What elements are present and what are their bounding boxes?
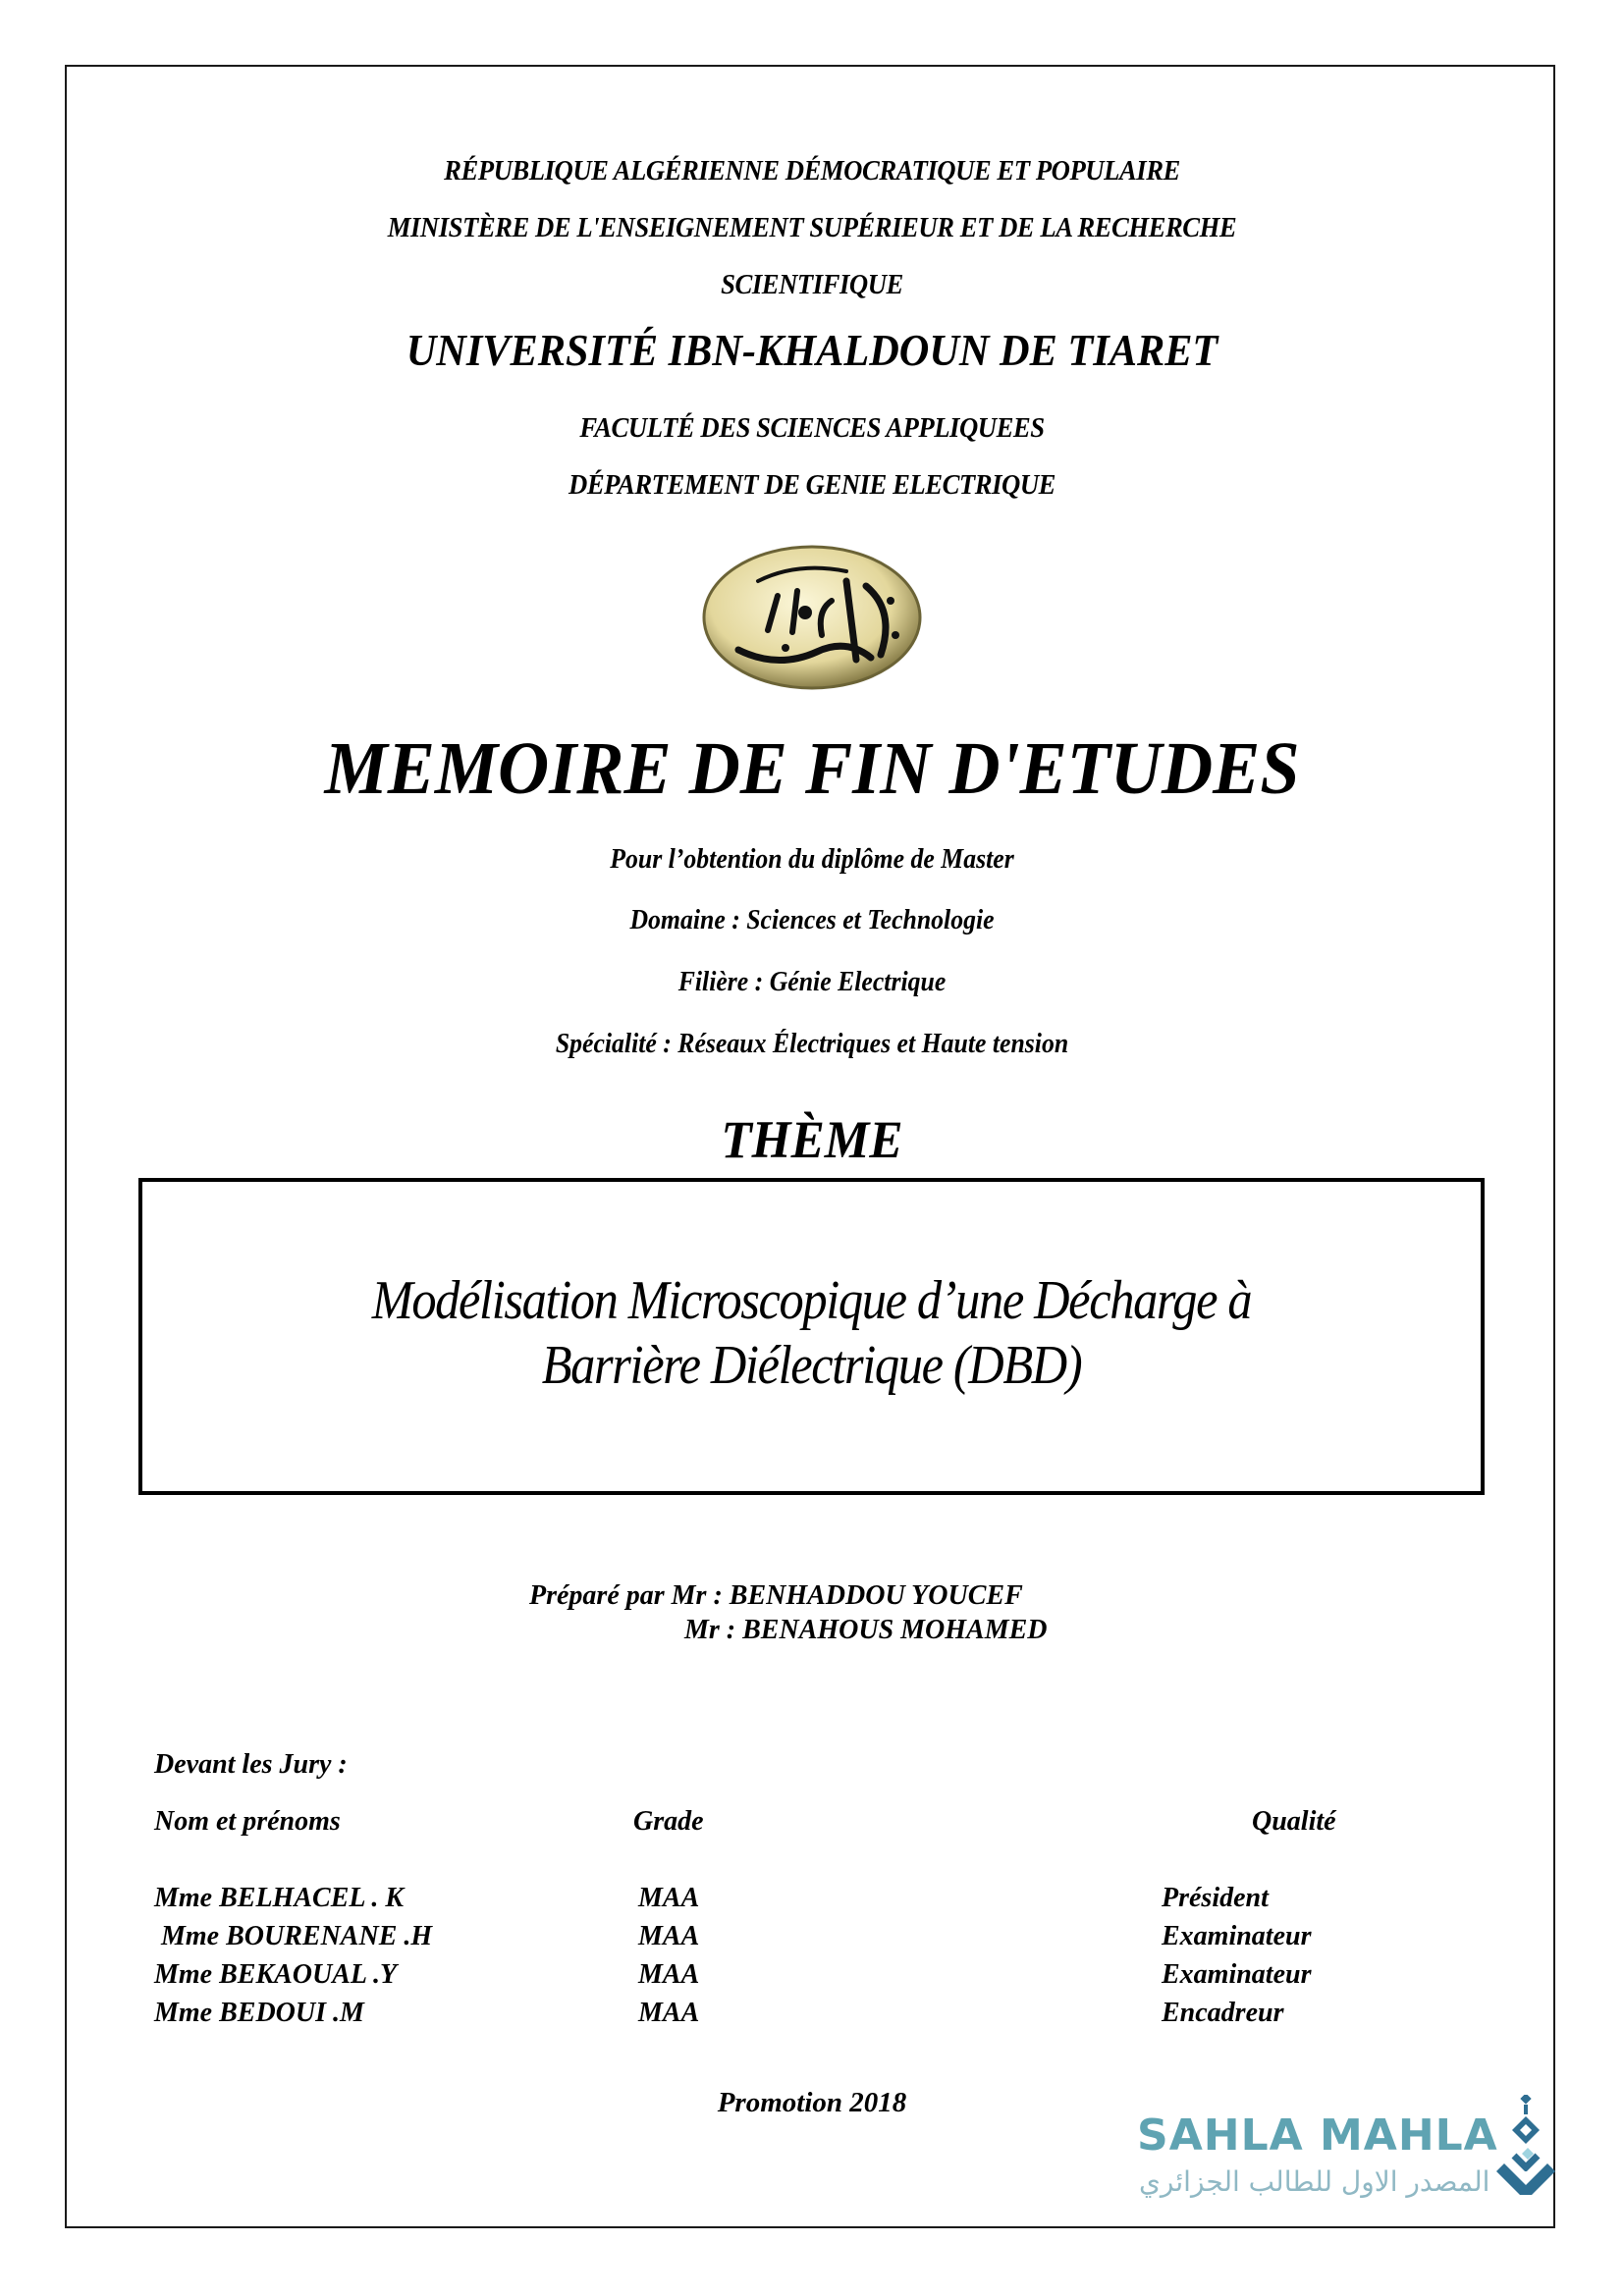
ministry-heading-line2: SCIENTIFIQUE: [721, 269, 903, 300]
jury-row-grade: MAA: [638, 1998, 700, 2028]
watermark-tagline: المصدر الاول للطالب الجزائري: [1139, 2165, 1490, 2198]
promotion: Promotion 2018: [717, 2087, 907, 2118]
watermark-brand: SAHLA MAHLA: [1137, 2110, 1498, 2161]
sahla-mahla-emblem-icon: [1494, 2095, 1563, 2203]
jury-row-name: Mme BEKAOUAL .Y: [154, 1959, 398, 1990]
jury-row-role: Examinateur: [1162, 1921, 1312, 1951]
theme-title: [209, 1268, 1414, 1398]
jury-col-grade: Grade: [633, 1806, 704, 1837]
department-name: DÉPARTEMENT DE GENIE ELECTRIQUE: [568, 469, 1056, 501]
jury-col-role: Qualité: [1252, 1806, 1336, 1837]
prepared-by-line2: Mr : BENAHOUS MOHAMED: [684, 1615, 1048, 1645]
faculty-name: FACULTÉ DES SCIENCES APPLIQUEES: [579, 412, 1045, 444]
theme-box: [138, 1178, 1485, 1495]
theme-title-line2: Barrière Diélectrique (DBD): [541, 1335, 1082, 1396]
theme-label: THÈME: [721, 1110, 903, 1169]
sahla-mahla-watermark: [1129, 2110, 1561, 2228]
diploma-line: Pour l’obtention du diplôme de Master: [610, 844, 1014, 875]
jury-row-name: Mme BELHACEL . K: [154, 1883, 405, 1913]
jury-row-grade: MAA: [638, 1959, 700, 1990]
jury-row-grade: MAA: [638, 1883, 700, 1913]
prepared-by-line1: Préparé par Mr : BENHADDOU YOUCEF: [529, 1580, 1023, 1611]
jury-col-name: Nom et prénoms: [154, 1806, 341, 1837]
jury-row-role: Président: [1162, 1883, 1269, 1913]
field-line: Filière : Génie Electrique: [677, 967, 947, 997]
jury-row-name: Mme BOURENANE .H: [154, 1921, 433, 1951]
document-title: MEMOIRE DE FIN D'ETUDES: [324, 727, 1300, 810]
jury-row-role: Examinateur: [1162, 1959, 1312, 1990]
ministry-heading-line1: MINISTÈRE DE L'ENSEIGNEMENT SUPÉRIEUR ET DE LA RECHERCHE: [387, 212, 1237, 243]
republic-heading: RÉPUBLIQUE ALGÉRIENNE DÉMOCRATIQUE ET POPULAIRE: [444, 155, 1180, 187]
jury-row-grade: MAA: [638, 1921, 700, 1951]
university-seal-icon: [699, 542, 925, 693]
jury-intro: Devant les Jury :: [154, 1749, 348, 1780]
domain-line: Domaine : Sciences et Technologie: [629, 905, 995, 935]
specialty-line: Spécialité : Réseaux Électriques et Haute tension: [555, 1029, 1069, 1059]
jury-row-name: Mme BEDOUI .M: [154, 1998, 364, 2028]
theme-title-line1: Modélisation Microscopique d’une Décharge à: [371, 1270, 1252, 1331]
jury-row-role: Encadreur: [1162, 1998, 1284, 2028]
university-name: UNIVERSITÉ IBN-KHALDOUN DE TIARET: [406, 325, 1218, 375]
